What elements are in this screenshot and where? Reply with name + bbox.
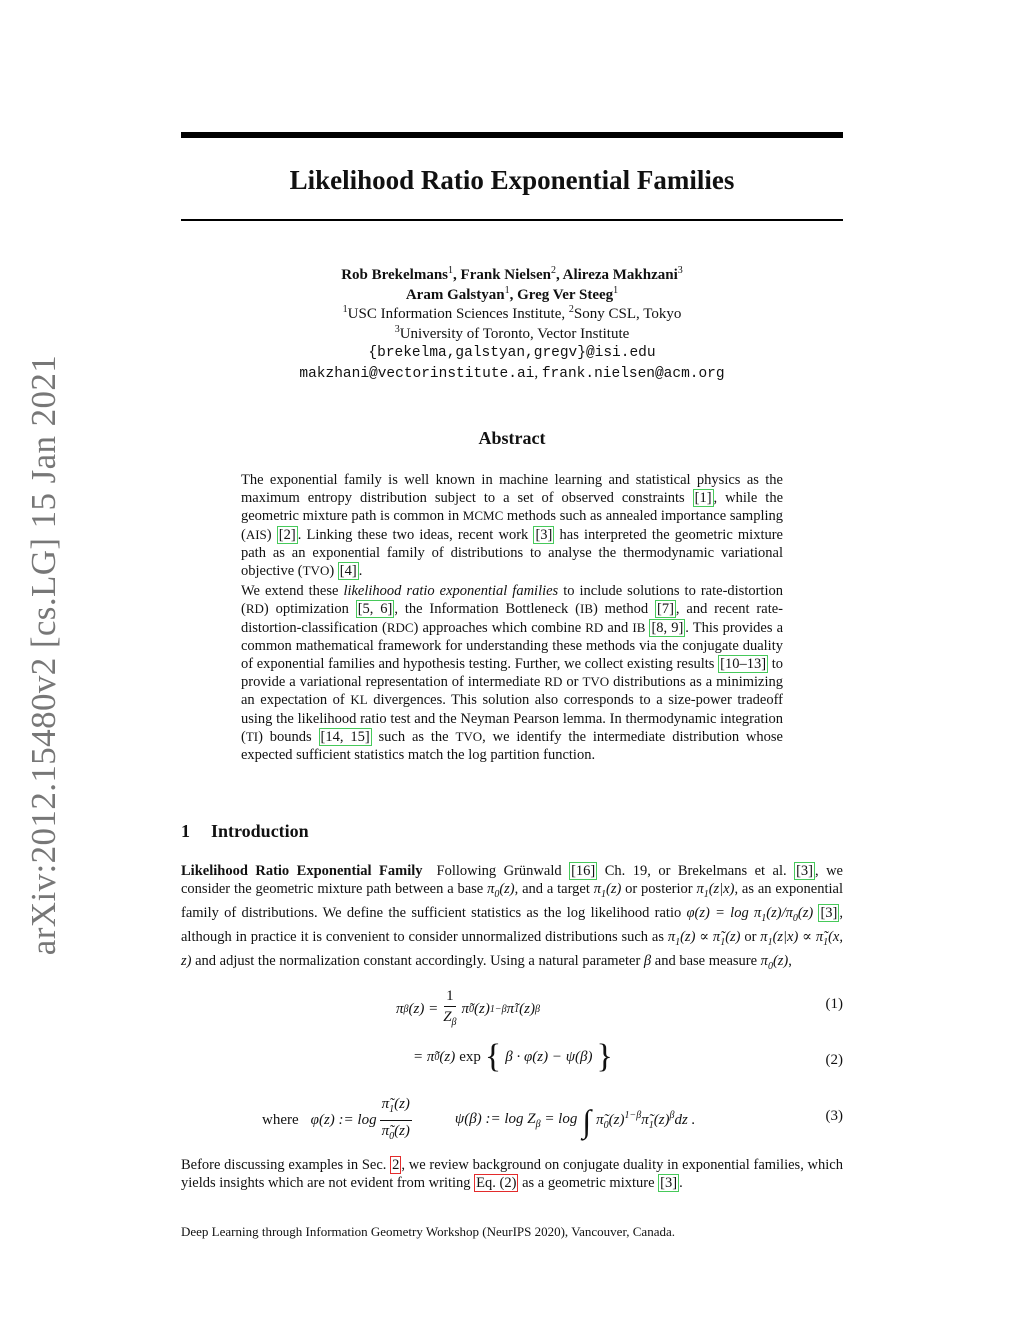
math-inline: $\pi_0(z)$ — [760, 953, 789, 973]
text-run: , and a target — [514, 881, 594, 898]
affil-text: Sony CSL, Tokyo — [573, 306, 682, 322]
citation-link[interactable]: [3] — [820, 905, 838, 922]
author-name: Rob Brekelmans — [341, 267, 449, 283]
author-separator: , — [453, 267, 461, 283]
section-link[interactable]: 2 — [392, 1157, 400, 1173]
math-inline: $\pi_1(z|x)$ — [696, 881, 735, 901]
author-name: Aram Galstyan — [405, 286, 505, 303]
equation-1 — [181, 986, 843, 1026]
text-run: ) optimization — [263, 601, 356, 618]
citation-link[interactable]: [5, 6] — [357, 601, 393, 618]
abstract-paragraph-2 — [241, 582, 783, 764]
author-separator: , — [555, 267, 563, 283]
author-affil-mark: 1 — [613, 284, 619, 296]
title-rule-bottom — [181, 219, 843, 221]
text-run: and adjust the normalization constant accordingly. Using a natural parameter — [191, 953, 644, 970]
text-run: . Linking these two ideas, recent work — [297, 526, 534, 543]
citation-link[interactable]: [4] — [339, 563, 357, 580]
math-inline: $\pi_1(z)$ — [593, 881, 622, 901]
equation-3-math: where φ(z) := log $\frac{\pĩ_1(z)}{\pĩ_0(z)}$ ψ(β) := $\log Z_\beta = \log$ ∫ $\pĩ_0(z)^{1-\beta}\pĩ_1(z)^\beta dz$ . — [262, 1094, 695, 1147]
email-address[interactable]: frank.nielsen@acm.org — [541, 365, 725, 382]
fraction: $\frac{1}{Z_\beta}$ — [443, 988, 457, 1028]
equation-1-math: π β (z) = $\frac{1}{Z_\beta}$ π̃ 0 (z) 1−β π̃ 1 (z) β — [396, 986, 540, 1033]
citation-link[interactable]: [16] — [571, 863, 596, 879]
equation-number: (3) — [825, 1108, 843, 1124]
text-run: ) bounds — [258, 728, 319, 745]
text-run: or — [740, 929, 761, 946]
acronym: RD — [245, 601, 264, 617]
text-run: likelihood ratio — [585, 905, 687, 922]
text-run: ) method — [592, 601, 655, 618]
text-run: , we identify the intermediate distribution whose expected sufficient statistics match the log partition function. — [241, 728, 783, 764]
text-run: and base measure — [651, 953, 761, 970]
text-run: to include solutions to rate-distortion ( — [241, 583, 783, 618]
text-run: Before discussing examples in Sec. — [181, 1157, 391, 1173]
author-name: Greg Ver Steeg — [517, 286, 614, 303]
acronym: IB — [579, 601, 593, 617]
acronym: MCMC — [462, 508, 504, 524]
acronym: RD — [585, 619, 604, 635]
acronym: TVO — [302, 563, 330, 579]
arxiv-id-text: arXiv:2012.15480v2 [cs.LG] 15 Jan 2021 — [24, 354, 63, 956]
author-affil-mark: 2 — [550, 265, 556, 276]
equation-where: where — [262, 1112, 299, 1128]
acronym: KL — [350, 692, 368, 708]
citation-link[interactable]: [2] — [278, 526, 296, 543]
emphasis: likelihood ratio exponential families — [343, 583, 559, 600]
text-run: . This provides a common mathematical framework for understanding these methods via the conjugate duality of exponential families and hypothesis testing. Further, we collect existing results — [241, 619, 784, 673]
text-run: The exponential family is well known in machine learning and statistical physics as the maximum entropy distribution subject to a set of observed constraints — [241, 472, 783, 507]
affil-number: 2 — [568, 304, 574, 315]
citation-link[interactable]: [3] — [535, 526, 553, 543]
text-run: Ch. 19, or Brekelmans et al. — [597, 863, 795, 879]
author-affil-mark: 1 — [504, 284, 510, 296]
email-separator: , — [534, 364, 542, 381]
text-run: as a geometric mixture — [518, 1175, 659, 1192]
paragraph-heading: Likelihood Ratio Exponential Family — [181, 863, 423, 879]
email-address[interactable]: makzhani@vectorinstitute.ai — [299, 365, 535, 382]
text-run: , while the geometric mixture path is common in — [241, 490, 784, 525]
citation-link[interactable]: [10–13] — [720, 656, 767, 673]
author-name: Alireza Makhzani — [562, 267, 678, 283]
abstract-body — [241, 471, 783, 766]
text-run: , as an exponential family of distributions. We define the sufficient statistics as the — [181, 881, 843, 922]
math-inline: β — [643, 953, 652, 970]
text-run: We extend these — [241, 583, 344, 600]
title-rule-top — [181, 132, 843, 138]
equation-number: (1) — [825, 996, 843, 1012]
author-separator: , — [509, 286, 518, 303]
citation-link[interactable]: [3] — [796, 863, 813, 879]
author-name: Frank Nielsen — [460, 267, 551, 283]
citation-link[interactable]: [8, 9] — [651, 619, 684, 636]
equation-link[interactable]: Eq. (2) — [476, 1175, 517, 1192]
math-inline: $\pi_0(z)$ — [487, 881, 515, 901]
text-run: methods such as annealed importance sampling ( — [241, 508, 783, 543]
text-run: to provide a variational representation of intermediate — [241, 656, 783, 691]
acronym: RDC — [386, 619, 414, 635]
equation-number: (2) — [825, 1052, 843, 1068]
abstract-paragraph-1 — [241, 471, 783, 580]
text-run: Following Grünwald — [436, 863, 570, 879]
paper-title: Likelihood Ratio Exponential Families — [289, 165, 735, 195]
text-run: . — [358, 563, 363, 580]
equation-3 — [181, 1094, 843, 1140]
text-run: or posterior — [621, 881, 697, 898]
text-run: , we review background on conjugate duality in exponential families, which yields insights which are not evident from writing — [181, 1157, 843, 1192]
text-run: , and recent rate-distortion-classification ( — [241, 601, 783, 636]
email-line-2 — [181, 364, 843, 385]
citation-link[interactable]: [3] — [660, 1175, 678, 1192]
acronym: RD — [544, 674, 563, 690]
author-affil-mark: 3 — [677, 265, 683, 276]
acronym: IB — [632, 619, 646, 635]
author-line-2 — [181, 286, 843, 306]
text-run: , although in practice it is convenient to consider unnormalized distributions such as — [181, 905, 844, 946]
text-run: log — [566, 905, 586, 922]
affiliation-line-2 — [181, 325, 843, 345]
text-run: divergences. This solution also corresponds to a size-power tradeoff using the likelihood ratio test and the Neyman Pearson lemma. In thermodynamic integration ( — [241, 692, 784, 745]
intro-paragraph-2 — [181, 1156, 843, 1192]
citation-link[interactable]: [1] — [694, 490, 712, 507]
section-title: Introduction — [211, 821, 309, 841]
text-run: and — [603, 619, 633, 636]
author-block — [181, 266, 843, 384]
affil-number: 3 — [394, 323, 400, 335]
text-run: such as the — [371, 728, 456, 745]
acronym: TVO — [582, 674, 610, 690]
acronym: TVO — [455, 728, 483, 744]
citation-link[interactable]: [7] — [657, 601, 674, 618]
email-line-1: {brekelma,galstyan,gregv}@isi.edu — [368, 345, 656, 361]
math-inline: $\pi_1(z|x)$ ∝ $\pĩ_1(x$, z) — [181, 929, 843, 970]
acronym: TI — [245, 728, 259, 744]
section-heading-introduction — [181, 821, 309, 842]
acronym: AIS — [245, 526, 267, 542]
equation-2 — [181, 1040, 843, 1084]
text-run: has interpreted the geometric mixture path as an exponential family of distributions to analyse the thermodynamic variational objective ( — [241, 526, 783, 580]
text-run: ) approaches which combine — [413, 619, 586, 636]
author-line-1 — [181, 266, 843, 286]
text-run: or — [562, 674, 583, 691]
arxiv-side-identifier — [14, 354, 74, 956]
citation-link[interactable]: [14, 15] — [320, 728, 370, 745]
math-inline: $\varphi(z) = \log \pi_1(z)/\pi_0(z)$ — [686, 905, 814, 925]
affil-text: University of Toronto, Vector Institute — [399, 325, 630, 342]
affiliation-line-1 — [181, 305, 843, 325]
author-affil-mark: 1 — [448, 265, 454, 276]
text-run: ) — [266, 526, 277, 543]
text-run: ) — [329, 563, 338, 580]
section-number: 1 — [181, 821, 190, 841]
fraction: $\frac{\pĩ_1(z)}{\pĩ_0(z)}$ — [381, 1096, 410, 1142]
affil-number: 1 — [342, 304, 348, 315]
intro-paragraph-1 — [181, 862, 843, 977]
equation-2-math: = π̃ 0 (z) exp { β · φ(z) − ψ(β) } — [413, 1038, 613, 1075]
text-run: . — [679, 1175, 683, 1192]
text-run: distributions as a minimizing an expectation of — [241, 674, 783, 709]
abstract-heading: Abstract — [478, 428, 546, 448]
text-run: , we consider the geometric mixture path between a base — [181, 863, 843, 898]
math-inline: $\pi_1(z)$ ∝ $\pĩ_1(z)$ — [667, 929, 741, 949]
affil-text: USC Information Sciences Institute, — [347, 306, 569, 322]
text-run: , — [788, 953, 792, 970]
footer-note: Deep Learning through Information Geometry Workshop (NeurIPS 2020), Vancouver, Canada. — [181, 1224, 675, 1239]
text-run: , the Information Bottleneck ( — [394, 601, 580, 618]
